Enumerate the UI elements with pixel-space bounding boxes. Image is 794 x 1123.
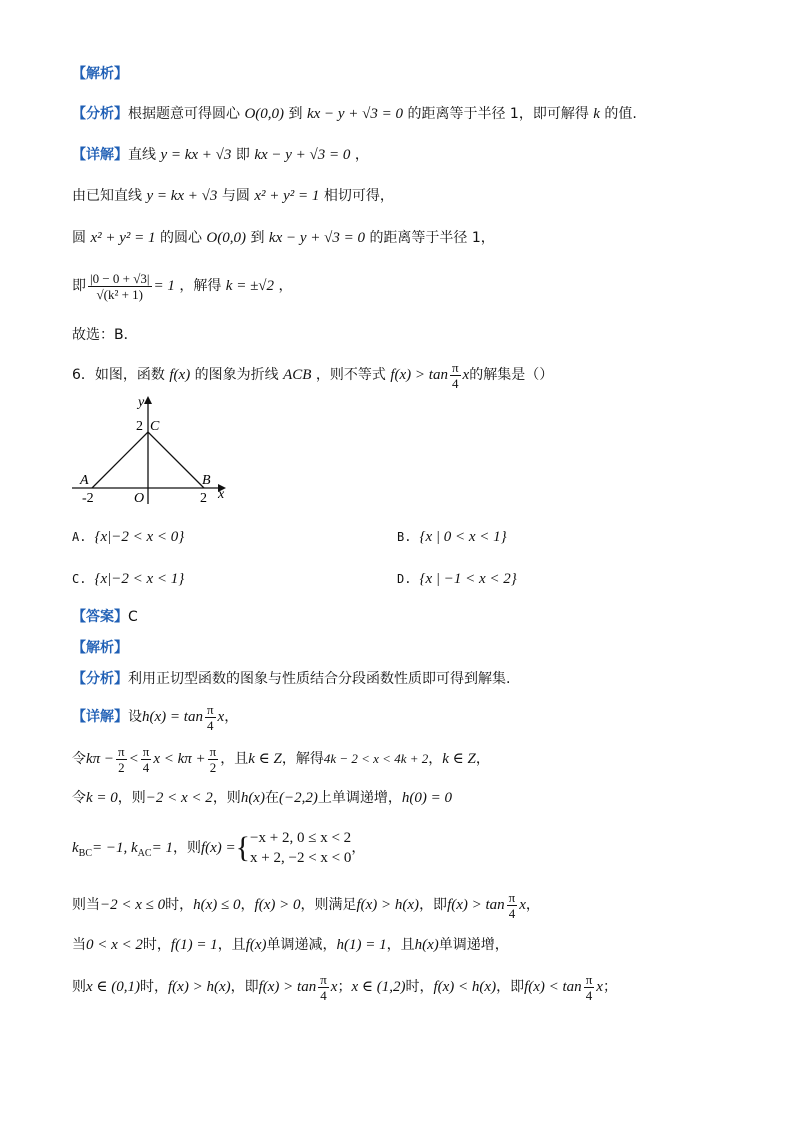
text: 利用正切型函数的图象与性质结合分段函数性质即可得到解集. <box>128 671 511 687</box>
math: f(1) = 1 <box>170 937 218 953</box>
q6-detail-7 <box>72 970 617 1005</box>
math: < <box>128 751 139 767</box>
text: 6．如图，函数 <box>72 367 165 383</box>
pi-over-4 <box>584 972 595 1003</box>
math: (−2,2) <box>278 790 318 806</box>
text: 直线 <box>128 147 156 163</box>
q6-detail-4 <box>72 826 365 876</box>
denominator: 4 <box>508 905 516 921</box>
math: y = kx + √3 <box>160 147 232 163</box>
math: h(1) = 1 <box>336 937 387 953</box>
denominator: 2 <box>118 759 125 775</box>
text: ， <box>354 147 369 163</box>
option-text: {x | −1 < x < 2} <box>419 571 517 587</box>
q5-detail-2 <box>72 186 394 206</box>
function-graph <box>68 392 238 512</box>
math: f(x) <box>169 367 191 383</box>
text: 在 <box>264 790 279 806</box>
text: ，且 <box>386 937 415 953</box>
analysis-heading-2 <box>72 638 128 658</box>
option-c[interactable] <box>72 571 184 588</box>
math: h(x) <box>240 790 265 806</box>
text: 的值. <box>604 106 637 122</box>
text: 当 <box>72 937 86 953</box>
denominator: 4 <box>320 988 327 1003</box>
text: 则当 <box>72 897 100 913</box>
text: 时， <box>165 897 194 913</box>
math: x <box>217 709 225 725</box>
text: ，则满足 <box>300 897 357 913</box>
numerator: π <box>209 743 217 759</box>
math: O(0,0) <box>206 230 246 246</box>
math: f(x) > h(x) <box>168 979 231 995</box>
text: 与圆 <box>221 188 250 204</box>
subscript: BC <box>78 847 93 859</box>
text: ，即 <box>496 979 525 995</box>
text: 故选：B． <box>72 327 138 343</box>
text: ， <box>525 897 540 913</box>
text: 则 <box>72 979 86 995</box>
option-text: {x|−2 < x < 0} <box>94 529 185 545</box>
analysis-heading-1 <box>72 64 128 84</box>
math: h(x) <box>414 937 439 953</box>
case-2: x + 2, −2 < x < 0 <box>250 850 352 866</box>
pi-over-4 <box>450 360 461 391</box>
text: 时， <box>140 979 169 995</box>
text: ，则不等式 <box>315 367 386 383</box>
text: 单调递增， <box>438 937 509 953</box>
math: x² + y² = 1 <box>90 230 156 246</box>
text: 令 <box>72 790 86 806</box>
math: x ∈ (0,1) <box>86 979 141 995</box>
math: h(x) ≤ 0 <box>193 897 241 913</box>
math: f(x) > tan <box>447 897 505 913</box>
case-1: −x + 2, 0 ≤ x < 2 <box>250 830 352 846</box>
analysis-tag: 【解析】 <box>72 66 128 82</box>
math: k ∈ Z <box>248 751 282 767</box>
math: y = kx + √3 <box>146 188 218 204</box>
q6-detail-1 <box>72 700 238 734</box>
text: ， <box>475 751 490 767</box>
option-d[interactable] <box>397 571 517 588</box>
numerator: π <box>585 972 593 987</box>
text: ， <box>351 840 366 856</box>
point-B-label: B <box>202 473 211 488</box>
option-label: A. <box>72 530 87 544</box>
math: x² + y² = 1 <box>254 188 320 204</box>
point-A-label: A <box>80 473 89 488</box>
numerator: π <box>320 972 327 987</box>
math: h(x) = tan <box>142 709 203 725</box>
math: O(0,0) <box>244 106 285 122</box>
text: ，且 <box>220 751 249 767</box>
text: 的距离等于半径 1，即可解得 <box>407 106 589 122</box>
piecewise-cases <box>250 828 351 868</box>
text: 到 <box>250 230 265 246</box>
math: x <box>519 897 526 913</box>
q5-fenxi-line <box>72 104 637 124</box>
denominator: 2 <box>209 759 217 775</box>
numerator: π <box>142 743 150 759</box>
q5-detail-1 <box>72 145 369 165</box>
y-label: y <box>138 395 145 410</box>
pi-over-4 <box>507 890 518 921</box>
math: kx − y + √3 = 0 <box>306 106 404 122</box>
math: x ∈ (1,2) <box>351 979 406 995</box>
text: ； <box>602 979 617 995</box>
detail-tag: 【详解】 <box>72 147 128 163</box>
math: = −1, k <box>92 840 138 856</box>
pi-over-4 <box>141 744 152 775</box>
denominator: 4 <box>206 717 214 733</box>
text: 由已知直线 <box>72 188 142 204</box>
math: −2 < x ≤ 0 <box>100 897 166 913</box>
math: kπ − <box>86 751 115 767</box>
text: 时， <box>405 979 434 995</box>
q6-detail-6 <box>72 935 509 955</box>
text: 即 <box>235 147 250 163</box>
text: ，即 <box>230 979 259 995</box>
text: ， <box>278 278 293 294</box>
math: ACB <box>283 367 312 383</box>
q5-detail-4 <box>72 270 293 302</box>
denominator: 4 <box>585 988 593 1003</box>
math: −2 < x < 2 <box>145 790 213 806</box>
text: ，解得 <box>179 278 222 294</box>
math: k <box>593 106 600 122</box>
math: f(x) > tan <box>258 979 317 995</box>
answer-tag: 【答案】 <box>72 609 128 625</box>
math: 4k − 2 < x < 4k + 2 <box>323 751 429 766</box>
text: ，即 <box>419 897 448 913</box>
q5-detail-3 <box>72 228 495 248</box>
q5-choose <box>72 325 138 345</box>
math: f(x) > 0 <box>254 897 301 913</box>
tick-y-2: 2 <box>136 419 143 434</box>
q6-detail-5 <box>72 888 540 922</box>
numerator: |0 − 0 + √3| <box>90 270 150 286</box>
numerator: π <box>206 701 214 717</box>
text: ，且 <box>217 937 246 953</box>
text: 的圆心 <box>159 230 202 246</box>
q6-detail-2 <box>72 742 490 776</box>
text: 的图象为折线 <box>194 367 279 383</box>
math: f(x) < h(x) <box>433 979 497 995</box>
math: 0 < x < 2 <box>86 937 143 953</box>
option-text: {x | 0 < x < 1} <box>419 529 507 545</box>
text: 设 <box>128 709 142 725</box>
math: f(x) > tan <box>390 367 448 383</box>
tick-x-neg2: -2 <box>82 491 94 506</box>
distance-fraction <box>88 271 152 302</box>
text: 圆 <box>72 230 86 246</box>
text: 根据题意可得圆心 <box>128 106 240 122</box>
math: f(x) = <box>200 840 236 856</box>
pi-over-2 <box>116 744 127 775</box>
text: 到 <box>288 106 303 122</box>
text: 即 <box>72 278 86 294</box>
math: = 1 <box>153 278 175 294</box>
tick-x-2: 2 <box>200 491 207 506</box>
q6-answer <box>72 607 138 627</box>
math: k = ±√2 <box>225 278 275 294</box>
subscript: AC <box>137 847 152 859</box>
text: 令 <box>72 751 86 767</box>
text: 时， <box>142 937 171 953</box>
answer-value: C <box>128 609 138 625</box>
x-label: x <box>218 487 225 502</box>
math: = 1 <box>151 840 173 856</box>
math: kx − y + √3 = 0 <box>268 230 365 246</box>
option-text: {x|−2 < x < 1} <box>94 571 185 587</box>
math: x <box>330 979 338 995</box>
option-label: D. <box>397 572 412 586</box>
q6-stem <box>72 358 553 392</box>
text: ，解得 <box>281 751 324 767</box>
math: x <box>462 367 470 383</box>
math: f(x) <box>245 937 267 953</box>
y-axis-arrow <box>144 396 152 404</box>
numerator: π <box>508 889 516 905</box>
option-b[interactable] <box>397 529 507 546</box>
q6-fenxi-line <box>72 669 510 689</box>
fenxi-tag: 【分析】 <box>72 106 128 122</box>
left-brace: { <box>235 831 251 864</box>
denominator: √(k² + 1) <box>96 286 144 302</box>
numerator: π <box>451 359 459 375</box>
text: 的距离等于半径 1， <box>369 230 495 246</box>
math: f(x) < tan <box>524 979 582 995</box>
detail-tag: 【详解】 <box>72 709 128 725</box>
analysis-tag: 【解析】 <box>72 640 128 656</box>
denominator: 4 <box>452 375 459 391</box>
pi-over-4 <box>318 972 329 1003</box>
point-C-label: C <box>150 419 160 434</box>
text: ， <box>224 709 239 725</box>
text: 上单调递增， <box>317 790 402 806</box>
numerator: π <box>118 743 125 759</box>
text: 相切可得， <box>323 188 394 204</box>
text: ， <box>240 897 255 913</box>
text: ，则 <box>212 790 241 806</box>
math: k = 0 <box>86 790 118 806</box>
math: h(0) = 0 <box>401 790 452 806</box>
text: 单调递减， <box>266 937 337 953</box>
option-a[interactable] <box>72 529 184 546</box>
fenxi-tag: 【分析】 <box>72 671 128 687</box>
option-label: C. <box>72 572 87 586</box>
math: kx − y + √3 = 0 <box>254 147 351 163</box>
text: 的解集是（） <box>469 367 554 383</box>
math: f(x) > h(x) <box>356 897 420 913</box>
text: ，则 <box>117 790 146 806</box>
text: ； <box>337 979 352 995</box>
math: x <box>596 979 603 995</box>
math: x < kπ + <box>153 751 206 767</box>
text: ， <box>428 751 443 767</box>
option-label: B. <box>397 530 412 544</box>
pi-over-4 <box>205 702 216 733</box>
text: ，则 <box>172 840 201 856</box>
math: k ∈ Z <box>442 751 476 767</box>
q6-detail-3 <box>72 788 452 808</box>
pi-over-2 <box>208 744 219 775</box>
origin-label: O <box>134 491 145 506</box>
denominator: 4 <box>142 759 150 775</box>
math: k <box>72 840 79 856</box>
